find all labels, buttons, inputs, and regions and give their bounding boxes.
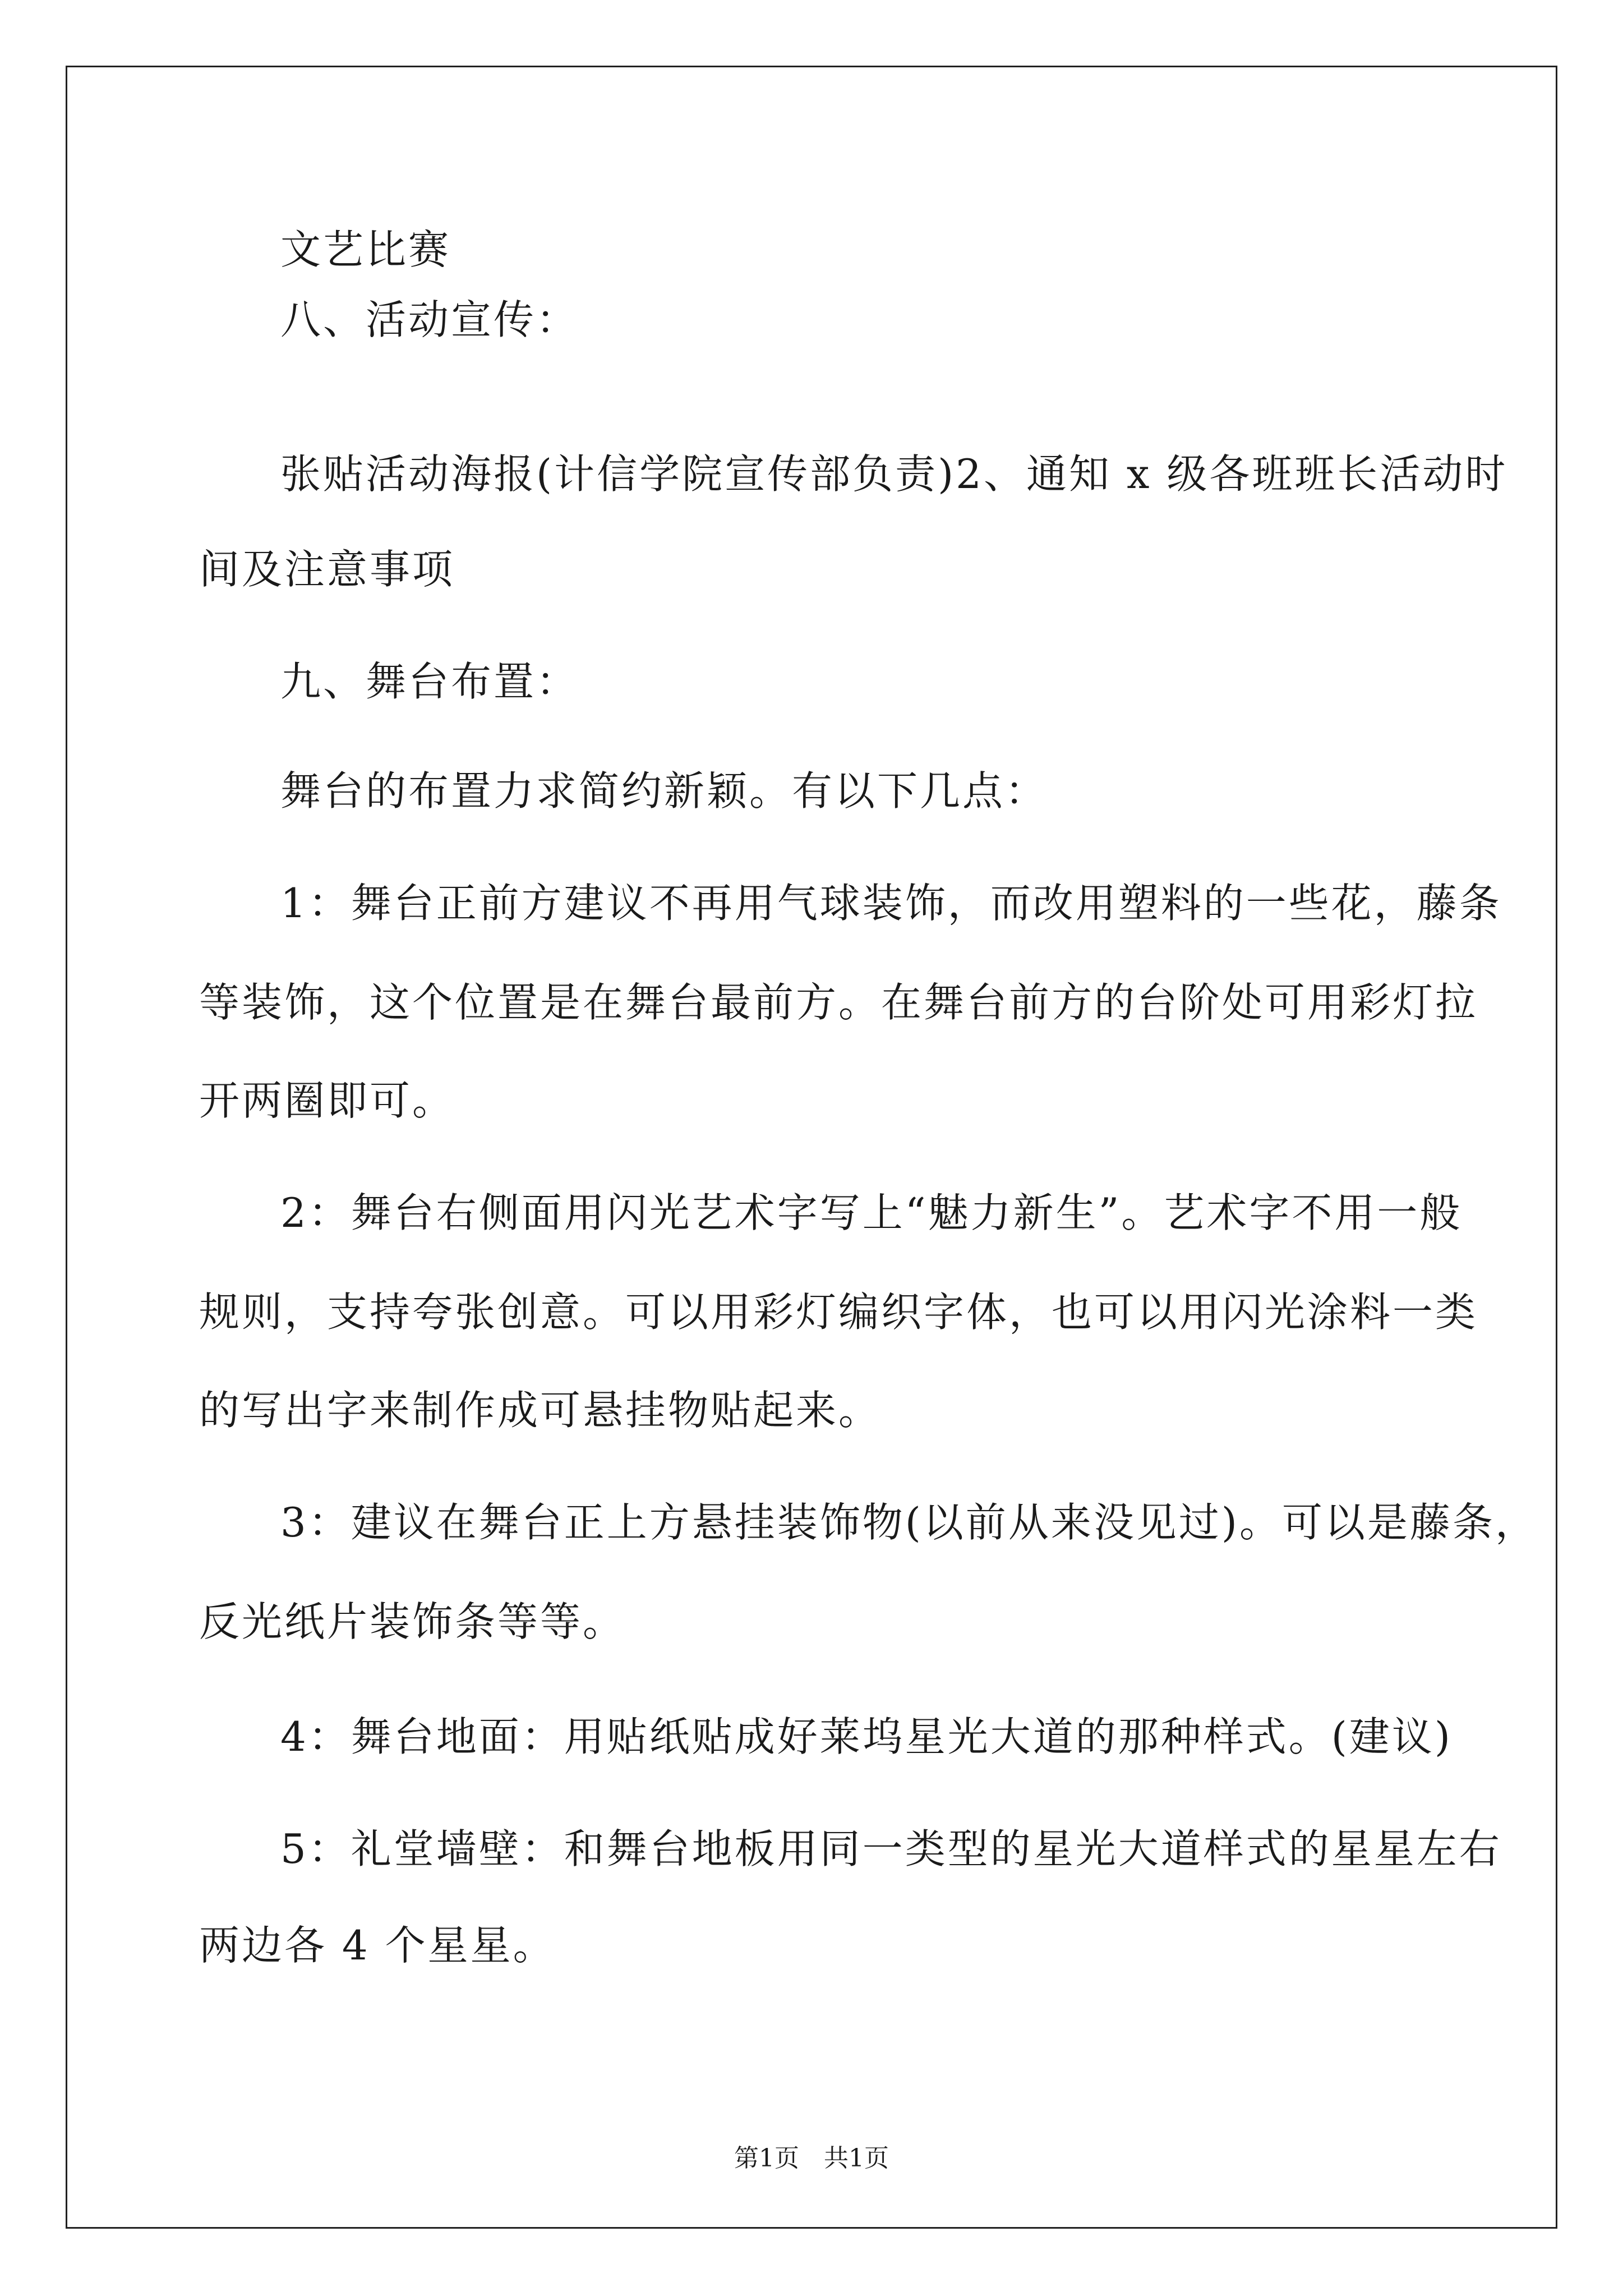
text-line-item-5: 5：礼堂墙壁：和舞台地板用同一类型的星光大道样式的星星左右 xyxy=(280,1825,1502,1872)
text-line-item-1-cont-b: 开两圈即可。 xyxy=(199,1077,455,1124)
text-line-item-2-cont-a: 规则，支持夸张创意。可以用彩灯编织字体，也可以用闪光涂料一类 xyxy=(199,1289,1478,1336)
text-line-item-1: 1：舞台正前方建议不再用气球装饰，而改用塑料的一些花，藤条 xyxy=(280,880,1502,927)
text-line-item-2: 2：舞台右侧面用闪光艺术字写上“魅力新生”。艺术字不用一般 xyxy=(280,1189,1463,1236)
text-line-item-3-cont: 反光纸片装饰条等等。 xyxy=(199,1598,626,1645)
text-line-item-1-cont-a: 等装饰，这个位置是在舞台最前方。在舞台前方的台阶处可用彩灯拉 xyxy=(199,979,1478,1026)
text-line-section-9-title: 九、舞台布置： xyxy=(280,658,579,705)
text-line-poster-cont: 间及注意事项 xyxy=(199,546,455,593)
text-line-item-3: 3：建议在舞台正上方悬挂装饰物(以前从来没见过)。可以是藤条， xyxy=(280,1499,1538,1546)
text-line-section-8-title: 八、活动宣传： xyxy=(280,296,579,343)
text-line-heading-art-contest: 文艺比赛 xyxy=(280,226,451,273)
text-line-poster: 张贴活动海报(计信学院宣传部负责)2、通知 x 级各班班长活动时 xyxy=(280,450,1508,498)
page-number-footer: 第1页 共1页 xyxy=(734,2144,889,2173)
text-line-item-4: 4：舞台地面：用贴纸贴成好莱坞星光大道的那种样式。(建议) xyxy=(280,1713,1453,1760)
text-line-stage-intro: 舞台的布置力求简约新颖。有以下几点： xyxy=(280,767,1048,815)
text-line-item-2-cont-b: 的写出字来制作成可悬挂物贴起来。 xyxy=(199,1387,882,1434)
text-line-item-5-cont: 两边各 4 个星星。 xyxy=(199,1922,556,1969)
page-border xyxy=(66,66,1557,2229)
